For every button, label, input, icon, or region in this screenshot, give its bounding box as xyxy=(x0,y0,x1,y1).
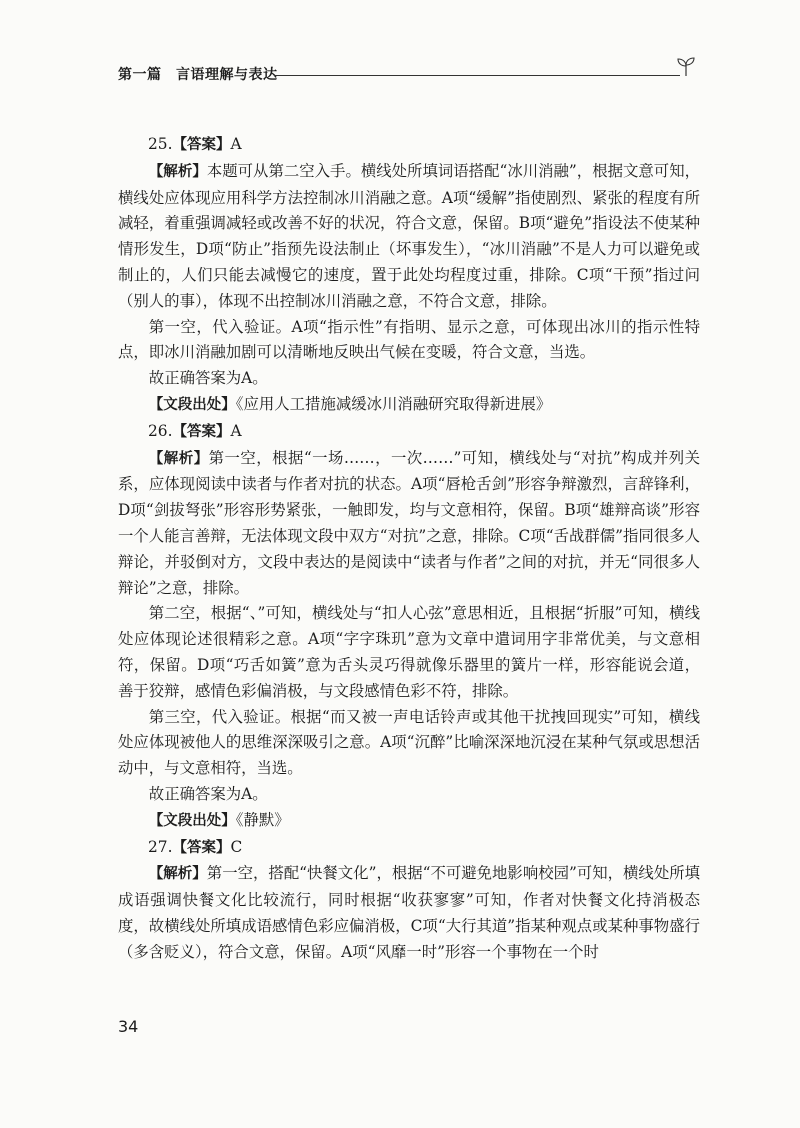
answer-tag: 【答案】 xyxy=(172,137,231,153)
q26-answer: A xyxy=(230,421,242,440)
q27-analysis xyxy=(118,861,700,965)
q25-number: 25. xyxy=(148,135,173,153)
q25-analysis-text: 本题可从第二空入手。横线处所填词语搭配“冰川消融”，根据文意可知，横线处应体现应用科学方法控制冰川消融之意。A项“缓解”指使剧烈、紧张的程度有所减轻，着重强调减轻或改善不好的状况，符合文意，保留。B项“避免”指设法不使某种情形发生，D项“防止”指预先设法制止（坏事发生），“冰川消融”不是人力可以避免或制止的，人们只能去减慢它的速度，置于此处均程度过重，排除。C项“干预”指过问（别人的事），体现不出控制冰川消融之意，不符合文意，排除。 xyxy=(118,161,700,310)
page-number: 34 xyxy=(118,1017,139,1036)
q25-source-text: 《应用人工措施减缓冰川消融研究取得新进展》 xyxy=(235,394,552,413)
q25-conclusion: 故正确答案为A。 xyxy=(148,369,268,388)
q25-source xyxy=(118,392,700,419)
q26-analysis-text: 第一空，根据“一场……，一次……”可知，横线处与“对抗”构成并列关系，应体现阅读中读者与作者对抗的状态。A项“唇枪舌剑”形容争辩激烈，言辞锋利，D项“剑拔弩张”形容形势紧张，一触即发，均与文意相符，保留。B项“雄辩高谈”形容一个人能言善辩，无法体现文段中双方“对抗”之意，排除。C项“舌战群儒”指同很多人辩论，并驳倒对方，文段中表达的是阅读中“读者与作者”之间的对抗，并无“同很多人辩论”之意，排除。 xyxy=(118,448,700,597)
answer-tag: 【答案】 xyxy=(172,839,231,856)
q26-paragraph-2: 第二空，根据“、”可知，横线处与“扣人心弦”意思相近，且根据“折服”可知，横线处应体现论述很精彩之意。A项“字字珠玑”意为文章中遣词用字非常优美，与文意相符，保留。D项“巧舌如簧”意为舌头灵巧得就像乐器里的簧片一样，形容能说会道，善于狡辩，感情色彩偏消极，与文段感情色彩不符，排除。 xyxy=(118,604,700,700)
q27-answer: C xyxy=(230,837,243,856)
q26-answer-line xyxy=(118,419,700,446)
q25-answer: A xyxy=(230,135,242,153)
header-rule xyxy=(274,75,680,76)
sprout-icon xyxy=(674,54,698,78)
q26-source xyxy=(118,808,700,835)
page-header xyxy=(118,62,698,86)
q26-number: 26. xyxy=(148,421,173,440)
q25-analysis xyxy=(118,159,700,315)
q26-source-text: 《静默》 xyxy=(235,810,290,829)
source-tag: 【文段出处】 xyxy=(148,812,236,829)
q25-answer-line xyxy=(118,132,700,159)
q25-paragraph-2: 第一空，代入验证。A项“指示性”有指明、显示之意，可体现出冰川的指示性特点，即冰川消融加剧可以清晰地反映出气候在变暖，符合文意，当选。 xyxy=(118,317,700,362)
q27-analysis-text: 第一空，搭配“快餐文化”，根据“不可避免地影响校园”可知，横线处所填成语强调快餐文化比较流行，同时根据“收获寥寥”可知，作者对快餐文化持消极态度，故横线处所填成语感情色彩应偏消极，C项“大行其道”指某种观点或某种事物盛行（多含贬义），符合文意，保留。A项“风靡一时”形容一个事物在一个时 xyxy=(118,864,700,961)
analysis-tag: 【解析】 xyxy=(148,450,209,467)
q26-conclusion: 故正确答案为A。 xyxy=(148,784,268,803)
answer-tag: 【答案】 xyxy=(172,423,231,440)
analysis-tag: 【解析】 xyxy=(148,163,207,180)
analysis-tag: 【解析】 xyxy=(148,866,207,883)
source-tag: 【文段出处】 xyxy=(148,396,236,413)
q27-answer-line xyxy=(118,835,700,862)
q26-paragraph-3: 第三空，代入验证。根据“而又被一声电话铃声或其他干扰拽回现实”可知，横线处应体现被他人的思维深深吸引之意。A项“沉醉”比喻深深地沉浸在某种气氛或思想活动中，与文意相符，当选。 xyxy=(118,707,700,778)
q27-number: 27. xyxy=(148,837,173,856)
page-body xyxy=(118,132,700,966)
q26-analysis xyxy=(118,446,700,602)
section-title: 第一篇 言语理解与表达 xyxy=(118,67,278,83)
